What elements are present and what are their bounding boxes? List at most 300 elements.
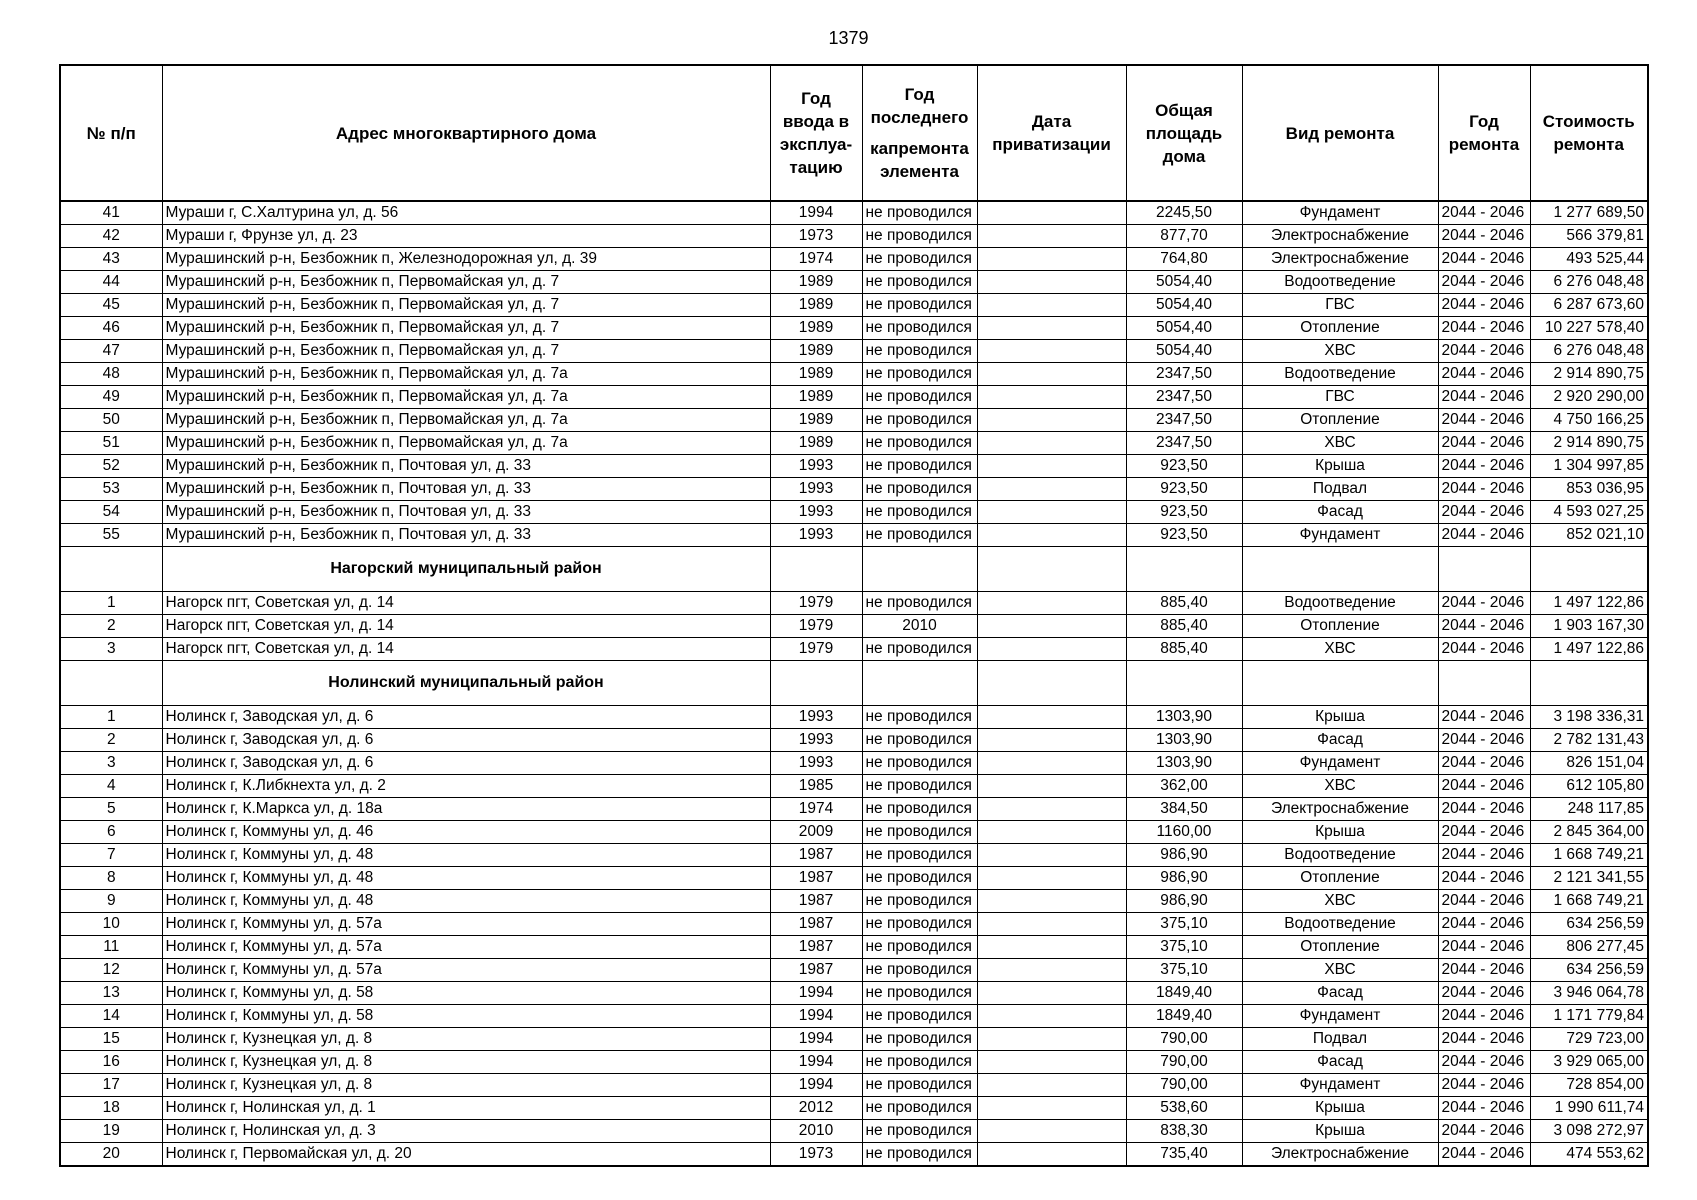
col-header-number: № п/п	[60, 65, 162, 201]
row-number: 20	[60, 1143, 162, 1167]
row-repair-type: Водоотведение	[1242, 363, 1438, 386]
row-address: Нагорск пгт, Советская ул, д. 14	[162, 615, 770, 638]
row-last-capital-repair: не проводился	[862, 1120, 977, 1143]
row-repair-year: 2044 - 2046	[1438, 340, 1530, 363]
row-repair-cost: 728 854,00	[1530, 1074, 1648, 1097]
row-privatization-date	[977, 798, 1126, 821]
row-last-capital-repair: не проводился	[862, 913, 977, 936]
table-row	[60, 844, 1648, 867]
row-repair-cost: 1 668 749,21	[1530, 890, 1648, 913]
table-row	[60, 409, 1648, 432]
row-last-capital-repair: не проводился	[862, 592, 977, 615]
table-row	[60, 201, 1648, 225]
table-row	[60, 936, 1648, 959]
row-repair-cost: 729 723,00	[1530, 1028, 1648, 1051]
row-repair-type: Подвал	[1242, 478, 1438, 501]
row-repair-cost: 853 036,95	[1530, 478, 1648, 501]
row-total-area: 2245,50	[1126, 201, 1242, 225]
row-privatization-date	[977, 455, 1126, 478]
row-total-area: 375,10	[1126, 959, 1242, 982]
page-number: 1379	[828, 28, 869, 48]
row-repair-year: 2044 - 2046	[1438, 1051, 1530, 1074]
row-repair-type: ХВС	[1242, 340, 1438, 363]
row-year-built: 1973	[770, 1143, 862, 1167]
row-number: 50	[60, 409, 162, 432]
row-address: Мурашинский р-н, Безбожник п, Первомайская ул, д. 7а	[162, 363, 770, 386]
empty-cell	[770, 547, 862, 592]
row-privatization-date	[977, 1074, 1126, 1097]
empty-cell	[862, 547, 977, 592]
row-repair-year: 2044 - 2046	[1438, 1097, 1530, 1120]
row-repair-type: Фасад	[1242, 1051, 1438, 1074]
row-number: 8	[60, 867, 162, 890]
row-address: Мурашинский р-н, Безбожник п, Почтовая ул, д. 33	[162, 524, 770, 547]
row-privatization-date	[977, 501, 1126, 524]
row-year-built: 1989	[770, 271, 862, 294]
row-repair-cost: 2 782 131,43	[1530, 729, 1648, 752]
row-repair-cost: 2 845 364,00	[1530, 821, 1648, 844]
row-number: 3	[60, 638, 162, 661]
table-row	[60, 913, 1648, 936]
row-repair-type: Фасад	[1242, 729, 1438, 752]
row-repair-type: ХВС	[1242, 775, 1438, 798]
row-number: 55	[60, 524, 162, 547]
row-privatization-date	[977, 1028, 1126, 1051]
row-repair-cost: 2 920 290,00	[1530, 386, 1648, 409]
row-repair-type: Отопление	[1242, 409, 1438, 432]
row-repair-cost: 3 929 065,00	[1530, 1051, 1648, 1074]
row-total-area: 735,40	[1126, 1143, 1242, 1167]
row-address: Мураши г, Фрунзе ул, д. 23	[162, 225, 770, 248]
row-address: Нолинск г, Коммуны ул, д. 48	[162, 844, 770, 867]
row-repair-cost: 1 903 167,30	[1530, 615, 1648, 638]
row-number: 6	[60, 821, 162, 844]
empty-cell	[1530, 661, 1648, 706]
row-year-built: 1989	[770, 386, 862, 409]
row-repair-type: Фундамент	[1242, 752, 1438, 775]
row-repair-type: Электроснабжение	[1242, 248, 1438, 271]
row-privatization-date	[977, 592, 1126, 615]
row-year-built: 1979	[770, 638, 862, 661]
row-address: Нолинск г, Коммуны ул, д. 58	[162, 982, 770, 1005]
row-address: Мурашинский р-н, Безбожник п, Первомайская ул, д. 7	[162, 271, 770, 294]
row-address: Нолинск г, Кузнецкая ул, д. 8	[162, 1028, 770, 1051]
row-repair-year: 2044 - 2046	[1438, 201, 1530, 225]
empty-cell	[977, 547, 1126, 592]
row-privatization-date	[977, 775, 1126, 798]
row-total-area: 790,00	[1126, 1074, 1242, 1097]
empty-cell	[60, 661, 162, 706]
row-repair-type: ГВС	[1242, 386, 1438, 409]
row-address: Нолинск г, К.Либкнехта ул, д. 2	[162, 775, 770, 798]
row-privatization-date	[977, 913, 1126, 936]
row-total-area: 790,00	[1126, 1051, 1242, 1074]
row-repair-type: Отопление	[1242, 867, 1438, 890]
district-heading-row	[60, 547, 1648, 592]
row-repair-cost: 852 021,10	[1530, 524, 1648, 547]
row-number: 1	[60, 592, 162, 615]
row-year-built: 1994	[770, 201, 862, 225]
row-repair-type: Фундамент	[1242, 1074, 1438, 1097]
row-repair-type: Фундамент	[1242, 201, 1438, 225]
row-year-built: 1979	[770, 615, 862, 638]
row-year-built: 1987	[770, 936, 862, 959]
row-number: 12	[60, 959, 162, 982]
row-last-capital-repair: не проводился	[862, 821, 977, 844]
row-number: 41	[60, 201, 162, 225]
row-repair-cost: 4 593 027,25	[1530, 501, 1648, 524]
table-row	[60, 752, 1648, 775]
row-repair-cost: 806 277,45	[1530, 936, 1648, 959]
row-repair-cost: 2 914 890,75	[1530, 432, 1648, 455]
row-total-area: 1303,90	[1126, 706, 1242, 729]
col-header-privatization-date: Дата приватизации	[977, 65, 1126, 201]
table-row	[60, 248, 1648, 271]
repair-register-table	[59, 64, 1649, 1167]
row-repair-year: 2044 - 2046	[1438, 1120, 1530, 1143]
table-row	[60, 1074, 1648, 1097]
row-last-capital-repair: не проводился	[862, 844, 977, 867]
row-repair-cost: 1 171 779,84	[1530, 1005, 1648, 1028]
row-year-built: 1987	[770, 844, 862, 867]
row-year-built: 1993	[770, 501, 862, 524]
row-address: Нолинск г, Нолинская ул, д. 3	[162, 1120, 770, 1143]
table-row	[60, 982, 1648, 1005]
row-total-area: 923,50	[1126, 501, 1242, 524]
row-repair-type: Отопление	[1242, 936, 1438, 959]
row-privatization-date	[977, 363, 1126, 386]
row-repair-type: Водоотведение	[1242, 913, 1438, 936]
row-total-area: 2347,50	[1126, 386, 1242, 409]
row-address: Нолинск г, Коммуны ул, д. 48	[162, 867, 770, 890]
row-address: Мурашинский р-н, Безбожник п, Почтовая ул, д. 33	[162, 501, 770, 524]
row-repair-type: ХВС	[1242, 959, 1438, 982]
row-year-built: 1974	[770, 798, 862, 821]
table-row	[60, 706, 1648, 729]
row-address: Мурашинский р-н, Безбожник п, Почтовая ул, д. 33	[162, 478, 770, 501]
row-address: Нолинск г, Коммуны ул, д. 46	[162, 821, 770, 844]
row-last-capital-repair: не проводился	[862, 1097, 977, 1120]
row-total-area: 1160,00	[1126, 821, 1242, 844]
row-year-built: 1974	[770, 248, 862, 271]
row-address: Мурашинский р-н, Безбожник п, Почтовая ул, д. 33	[162, 455, 770, 478]
row-repair-year: 2044 - 2046	[1438, 386, 1530, 409]
row-repair-year: 2044 - 2046	[1438, 1074, 1530, 1097]
col-header-last-capital-repair	[862, 65, 977, 201]
row-year-built: 1985	[770, 775, 862, 798]
row-total-area: 1849,40	[1126, 982, 1242, 1005]
district-heading-row	[60, 661, 1648, 706]
row-privatization-date	[977, 432, 1126, 455]
empty-cell	[770, 661, 862, 706]
row-repair-year: 2044 - 2046	[1438, 798, 1530, 821]
row-repair-year: 2044 - 2046	[1438, 501, 1530, 524]
row-address: Нолинск г, Коммуны ул, д. 48	[162, 890, 770, 913]
table-row	[60, 1028, 1648, 1051]
table-body	[60, 201, 1648, 1166]
row-total-area: 1849,40	[1126, 1005, 1242, 1028]
row-number: 19	[60, 1120, 162, 1143]
row-number: 14	[60, 1005, 162, 1028]
row-repair-year: 2044 - 2046	[1438, 638, 1530, 661]
row-address: Нагорск пгт, Советская ул, д. 14	[162, 638, 770, 661]
row-repair-year: 2044 - 2046	[1438, 821, 1530, 844]
row-year-built: 1979	[770, 592, 862, 615]
row-last-capital-repair: не проводился	[862, 752, 977, 775]
row-total-area: 538,60	[1126, 1097, 1242, 1120]
table-row	[60, 821, 1648, 844]
table-row	[60, 271, 1648, 294]
row-repair-year: 2044 - 2046	[1438, 729, 1530, 752]
row-repair-year: 2044 - 2046	[1438, 294, 1530, 317]
row-year-built: 1989	[770, 432, 862, 455]
row-total-area: 1303,90	[1126, 729, 1242, 752]
row-year-built: 1994	[770, 982, 862, 1005]
row-total-area: 384,50	[1126, 798, 1242, 821]
row-year-built: 1989	[770, 409, 862, 432]
row-repair-type: ХВС	[1242, 638, 1438, 661]
row-address: Нолинск г, Нолинская ул, д. 1	[162, 1097, 770, 1120]
row-repair-cost: 634 256,59	[1530, 959, 1648, 982]
row-address: Мурашинский р-н, Безбожник п, Первомайская ул, д. 7	[162, 294, 770, 317]
row-address: Нолинск г, Заводская ул, д. 6	[162, 729, 770, 752]
row-number: 46	[60, 317, 162, 340]
row-last-capital-repair: не проводился	[862, 455, 977, 478]
table-header	[60, 65, 1648, 201]
table-row	[60, 225, 1648, 248]
row-address: Нолинск г, Кузнецкая ул, д. 8	[162, 1074, 770, 1097]
row-privatization-date	[977, 340, 1126, 363]
row-repair-year: 2044 - 2046	[1438, 1143, 1530, 1167]
row-number: 43	[60, 248, 162, 271]
row-year-built: 1987	[770, 959, 862, 982]
row-repair-year: 2044 - 2046	[1438, 363, 1530, 386]
table-row	[60, 524, 1648, 547]
table-row	[60, 592, 1648, 615]
row-number: 2	[60, 729, 162, 752]
row-privatization-date	[977, 752, 1126, 775]
row-year-built: 1989	[770, 340, 862, 363]
row-total-area: 885,40	[1126, 638, 1242, 661]
row-total-area: 375,10	[1126, 936, 1242, 959]
row-total-area: 362,00	[1126, 775, 1242, 798]
row-year-built: 1993	[770, 478, 862, 501]
row-last-capital-repair: не проводился	[862, 248, 977, 271]
row-privatization-date	[977, 936, 1126, 959]
row-last-capital-repair: не проводился	[862, 1074, 977, 1097]
row-address: Мурашинский р-н, Безбожник п, Железнодорожная ул, д. 39	[162, 248, 770, 271]
row-repair-cost: 1 497 122,86	[1530, 592, 1648, 615]
row-year-built: 1994	[770, 1028, 862, 1051]
row-repair-cost: 566 379,81	[1530, 225, 1648, 248]
row-privatization-date	[977, 1143, 1126, 1167]
row-repair-year: 2044 - 2046	[1438, 455, 1530, 478]
row-year-built: 1994	[770, 1051, 862, 1074]
row-year-built: 1993	[770, 729, 862, 752]
row-repair-year: 2044 - 2046	[1438, 1028, 1530, 1051]
row-total-area: 923,50	[1126, 478, 1242, 501]
row-total-area: 790,00	[1126, 1028, 1242, 1051]
empty-cell	[1438, 661, 1530, 706]
row-repair-cost: 10 227 578,40	[1530, 317, 1648, 340]
row-address: Нагорск пгт, Советская ул, д. 14	[162, 592, 770, 615]
row-repair-year: 2044 - 2046	[1438, 478, 1530, 501]
table-row	[60, 1005, 1648, 1028]
col-header-repair-type: Вид ремонта	[1242, 65, 1438, 201]
table-row	[60, 317, 1648, 340]
row-repair-type: Отопление	[1242, 615, 1438, 638]
row-year-built: 1987	[770, 913, 862, 936]
row-privatization-date	[977, 1005, 1126, 1028]
table-row	[60, 867, 1648, 890]
row-address: Мурашинский р-н, Безбожник п, Первомайская ул, д. 7	[162, 317, 770, 340]
row-year-built: 1989	[770, 363, 862, 386]
table-row	[60, 1143, 1648, 1167]
row-last-capital-repair: не проводился	[862, 1005, 977, 1028]
table-row	[60, 1051, 1648, 1074]
row-address: Нолинск г, Коммуны ул, д. 58	[162, 1005, 770, 1028]
col-header-repair-year: Год ремонта	[1438, 65, 1530, 201]
row-address: Нолинск г, Первомайская ул, д. 20	[162, 1143, 770, 1167]
row-total-area: 885,40	[1126, 615, 1242, 638]
col-header-repair-cost: Стоимость ремонта	[1530, 65, 1648, 201]
row-number: 54	[60, 501, 162, 524]
row-repair-year: 2044 - 2046	[1438, 890, 1530, 913]
row-privatization-date	[977, 1097, 1126, 1120]
row-privatization-date	[977, 478, 1126, 501]
row-number: 2	[60, 615, 162, 638]
row-repair-cost: 1 990 611,74	[1530, 1097, 1648, 1120]
row-address: Нолинск г, Коммуны ул, д. 57а	[162, 913, 770, 936]
row-number: 11	[60, 936, 162, 959]
table-row	[60, 775, 1648, 798]
row-last-capital-repair: не проводился	[862, 1143, 977, 1167]
row-repair-year: 2044 - 2046	[1438, 867, 1530, 890]
row-privatization-date	[977, 638, 1126, 661]
row-repair-cost: 1 277 689,50	[1530, 201, 1648, 225]
row-privatization-date	[977, 294, 1126, 317]
row-total-area: 5054,40	[1126, 294, 1242, 317]
row-privatization-date	[977, 524, 1126, 547]
table-row	[60, 729, 1648, 752]
row-repair-cost: 474 553,62	[1530, 1143, 1648, 1167]
row-address: Нолинск г, Кузнецкая ул, д. 8	[162, 1051, 770, 1074]
table-row	[60, 340, 1648, 363]
row-repair-cost: 4 750 166,25	[1530, 409, 1648, 432]
empty-cell	[1530, 547, 1648, 592]
table-row	[60, 432, 1648, 455]
row-repair-type: Электроснабжение	[1242, 798, 1438, 821]
row-total-area: 923,50	[1126, 455, 1242, 478]
row-repair-type: Фундамент	[1242, 524, 1438, 547]
row-repair-cost: 6 287 673,60	[1530, 294, 1648, 317]
row-repair-year: 2044 - 2046	[1438, 248, 1530, 271]
row-address: Мурашинский р-н, Безбожник п, Первомайская ул, д. 7	[162, 340, 770, 363]
table-row	[60, 455, 1648, 478]
row-last-capital-repair: не проводился	[862, 201, 977, 225]
row-number: 42	[60, 225, 162, 248]
row-privatization-date	[977, 615, 1126, 638]
row-last-capital-repair: не проводился	[862, 524, 977, 547]
row-number: 51	[60, 432, 162, 455]
row-last-capital-repair: не проводился	[862, 798, 977, 821]
row-year-built: 2010	[770, 1120, 862, 1143]
empty-cell	[1242, 661, 1438, 706]
row-last-capital-repair: не проводился	[862, 867, 977, 890]
row-repair-type: Электроснабжение	[1242, 1143, 1438, 1167]
col-header-last-capital-line1: Год последнего	[870, 85, 969, 127]
row-address: Мурашинский р-н, Безбожник п, Первомайская ул, д. 7а	[162, 432, 770, 455]
table-row	[60, 1120, 1648, 1143]
row-repair-cost: 3 098 272,97	[1530, 1120, 1648, 1143]
table-row	[60, 294, 1648, 317]
row-total-area: 986,90	[1126, 890, 1242, 913]
row-repair-cost: 6 276 048,48	[1530, 271, 1648, 294]
row-repair-cost: 2 914 890,75	[1530, 363, 1648, 386]
empty-cell	[1242, 547, 1438, 592]
row-number: 13	[60, 982, 162, 1005]
row-repair-type: Крыша	[1242, 821, 1438, 844]
row-number: 53	[60, 478, 162, 501]
row-privatization-date	[977, 271, 1126, 294]
row-repair-year: 2044 - 2046	[1438, 775, 1530, 798]
row-repair-type: Электроснабжение	[1242, 225, 1438, 248]
row-address: Нолинск г, К.Маркса ул, д. 18а	[162, 798, 770, 821]
row-repair-cost: 826 151,04	[1530, 752, 1648, 775]
row-privatization-date	[977, 844, 1126, 867]
row-year-built: 1973	[770, 225, 862, 248]
row-repair-type: ГВС	[1242, 294, 1438, 317]
row-privatization-date	[977, 317, 1126, 340]
row-repair-year: 2044 - 2046	[1438, 706, 1530, 729]
row-repair-type: Крыша	[1242, 1097, 1438, 1120]
row-repair-cost: 2 121 341,55	[1530, 867, 1648, 890]
empty-cell	[1126, 661, 1242, 706]
row-privatization-date	[977, 409, 1126, 432]
row-repair-year: 2044 - 2046	[1438, 982, 1530, 1005]
row-address: Нолинск г, Коммуны ул, д. 57а	[162, 959, 770, 982]
table-row	[60, 363, 1648, 386]
row-total-area: 2347,50	[1126, 409, 1242, 432]
row-year-built: 1989	[770, 317, 862, 340]
row-year-built: 1987	[770, 890, 862, 913]
row-repair-type: Крыша	[1242, 706, 1438, 729]
row-number: 44	[60, 271, 162, 294]
row-year-built: 2009	[770, 821, 862, 844]
col-header-total-area: Общая площадь дома	[1126, 65, 1242, 201]
row-number: 1	[60, 706, 162, 729]
row-total-area: 5054,40	[1126, 271, 1242, 294]
row-repair-cost: 6 276 048,48	[1530, 340, 1648, 363]
row-repair-cost: 1 668 749,21	[1530, 844, 1648, 867]
row-total-area: 986,90	[1126, 844, 1242, 867]
col-header-address: Адрес многоквартирного дома	[162, 65, 770, 201]
row-repair-type: Водоотведение	[1242, 844, 1438, 867]
row-last-capital-repair: не проводился	[862, 501, 977, 524]
row-repair-type: Крыша	[1242, 1120, 1438, 1143]
row-total-area: 885,40	[1126, 592, 1242, 615]
row-repair-type: ХВС	[1242, 432, 1438, 455]
row-repair-cost: 1 497 122,86	[1530, 638, 1648, 661]
table-row	[60, 478, 1648, 501]
row-number: 17	[60, 1074, 162, 1097]
row-repair-year: 2044 - 2046	[1438, 409, 1530, 432]
district-title: Нагорский муниципальный район	[162, 547, 770, 592]
row-number: 48	[60, 363, 162, 386]
table-row	[60, 798, 1648, 821]
row-year-built: 1993	[770, 455, 862, 478]
row-repair-year: 2044 - 2046	[1438, 225, 1530, 248]
